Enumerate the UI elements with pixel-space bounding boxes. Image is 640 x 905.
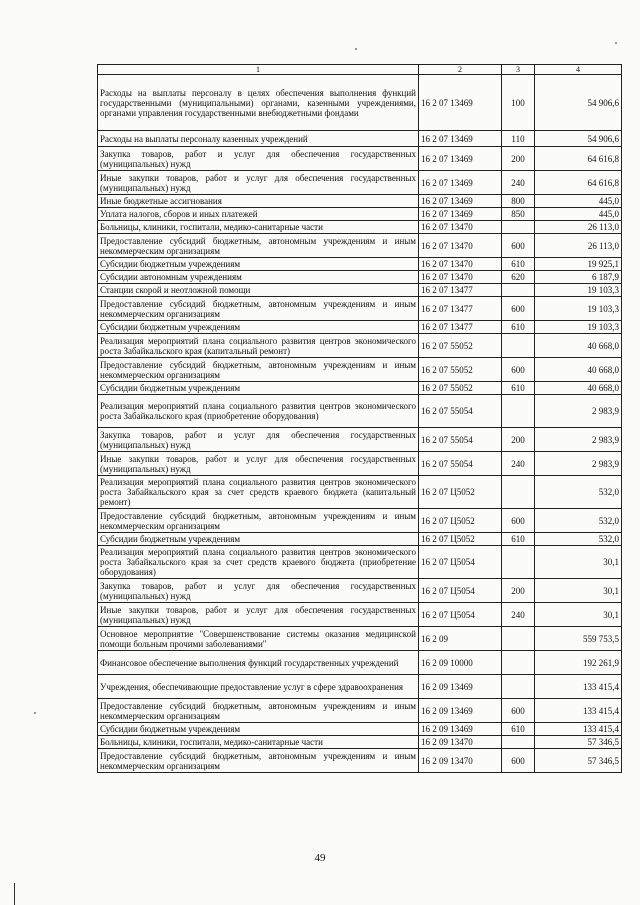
expense-name-cell: Предоставление субсидий бюджетным, автономным учреждениям и иным некоммерческим организациям (98, 234, 419, 258)
expense-type-code-cell (502, 651, 535, 675)
table-row (98, 736, 622, 749)
amount-cell: 192 261,9 (535, 651, 622, 675)
table-row (98, 75, 622, 131)
expense-name-cell: Финансовое обеспечение выполнения функций государственных учреждений (98, 651, 419, 675)
expense-name-cell: Учреждения, обеспечивающие предоставление услуг в сфере здравоохранения (98, 675, 419, 699)
target-article-code-cell: 16 2 07 13469 (419, 131, 502, 147)
target-article-code-cell: 16 2 07 13469 (419, 171, 502, 195)
expense-type-code-cell: 110 (502, 131, 535, 147)
target-article-code-cell: 16 2 09 13470 (419, 736, 502, 749)
amount-cell: 64 616,8 (535, 171, 622, 195)
expense-type-code-cell: 600 (502, 297, 535, 321)
table-row (98, 476, 622, 509)
table-row (98, 509, 622, 533)
expense-name-cell: Больницы, клиники, госпитали, медико-санитарные части (98, 736, 419, 749)
amount-cell: 133 415,4 (535, 699, 622, 723)
table-row (98, 297, 622, 321)
table-row (98, 131, 622, 147)
expense-name-cell: Субсидии бюджетным учреждениям (98, 382, 419, 395)
table-row (98, 579, 622, 603)
expense-name-cell: Предоставление субсидий бюджетным, автономным учреждениям и иным некоммерческим организациям (98, 509, 419, 533)
table-row (98, 195, 622, 208)
table-row (98, 358, 622, 382)
target-article-code-cell: 16 2 07 55052 (419, 334, 502, 358)
amount-cell: 26 113,0 (535, 221, 622, 234)
amount-cell: 40 668,0 (535, 334, 622, 358)
table-row (98, 533, 622, 546)
amount-cell: 30,1 (535, 603, 622, 627)
expense-type-code-cell: 200 (502, 579, 535, 603)
expense-name-cell: Предоставление субсидий бюджетным, автономным учреждениям и иным некоммерческим организациям (98, 749, 419, 773)
table-row (98, 749, 622, 773)
target-article-code-cell: 16 2 07 13470 (419, 271, 502, 284)
amount-cell: 40 668,0 (535, 358, 622, 382)
expense-name-cell: Субсидии бюджетным учреждениям (98, 321, 419, 334)
target-article-code-cell: 16 2 07 13469 (419, 75, 502, 131)
expense-type-code-cell: 610 (502, 533, 535, 546)
expense-name-cell: Реализация мероприятий плана социального развития центров экономического роста Забайкальского края (приобретение оборудования) (98, 395, 419, 428)
table-row (98, 723, 622, 736)
target-article-code-cell: 16 2 07 55054 (419, 452, 502, 476)
expense-name-cell: Закупка товаров, работ и услуг для обеспечения государственных (муниципальных) нужд (98, 147, 419, 171)
amount-cell: 19 103,3 (535, 297, 622, 321)
expense-name-cell: Реализация мероприятий плана социального развития центров экономического роста Забайкальского края за счет средств краевого бюджета (капитальный ремонт) (98, 476, 419, 509)
column-header-2: 2 (419, 65, 502, 75)
target-article-code-cell: 16 2 09 13469 (419, 699, 502, 723)
expense-type-code-cell: 600 (502, 358, 535, 382)
expense-type-code-cell: 600 (502, 509, 535, 533)
target-article-code-cell: 16 2 07 13469 (419, 208, 502, 221)
expense-type-code-cell (502, 334, 535, 358)
expense-type-code-cell: 610 (502, 382, 535, 395)
expense-type-code-cell (502, 736, 535, 749)
table-header-row (98, 65, 622, 75)
scan-speck (355, 48, 357, 50)
expense-type-code-cell: 600 (502, 699, 535, 723)
target-article-code-cell: 16 2 07 55052 (419, 358, 502, 382)
target-article-code-cell: 16 2 07 13470 (419, 234, 502, 258)
expense-type-code-cell: 240 (502, 452, 535, 476)
target-article-code-cell: 16 2 07 Ц5052 (419, 509, 502, 533)
amount-cell: 2 983,9 (535, 452, 622, 476)
table-row (98, 627, 622, 651)
scan-edge-mark (0, 883, 15, 905)
amount-cell: 532,0 (535, 509, 622, 533)
amount-cell: 54 906,6 (535, 75, 622, 131)
table-row (98, 546, 622, 579)
expense-name-cell: Станции скорой и неотложной помощи (98, 284, 419, 297)
scan-speck (34, 712, 36, 714)
table-row (98, 171, 622, 195)
expense-name-cell: Предоставление субсидий бюджетным, автономным учреждениям и иным некоммерческим организациям (98, 358, 419, 382)
table-row (98, 334, 622, 358)
expense-type-code-cell: 800 (502, 195, 535, 208)
amount-cell: 6 187,9 (535, 271, 622, 284)
expense-name-cell: Основное мероприятие "Совершенствование системы оказания медицинской помощи больным прочими заболеваниями" (98, 627, 419, 651)
table-row (98, 208, 622, 221)
amount-cell: 26 113,0 (535, 234, 622, 258)
expense-type-code-cell: 200 (502, 147, 535, 171)
expense-name-cell: Иные закупки товаров, работ и услуг для обеспечения государственных (муниципальных) нужд (98, 452, 419, 476)
expense-name-cell: Реализация мероприятий плана социального развития центров экономического роста Забайкальского края за счет средств краевого бюджета (приобретение оборудования) (98, 546, 419, 579)
expense-name-cell: Уплата налогов, сборов и иных платежей (98, 208, 419, 221)
target-article-code-cell: 16 2 07 13477 (419, 297, 502, 321)
table-row (98, 395, 622, 428)
expense-type-code-cell: 610 (502, 723, 535, 736)
column-header-4: 4 (535, 65, 622, 75)
table-body (98, 75, 622, 773)
table-row (98, 271, 622, 284)
target-article-code-cell: 16 2 07 55054 (419, 428, 502, 452)
amount-cell: 57 346,5 (535, 749, 622, 773)
table-row (98, 428, 622, 452)
target-article-code-cell: 16 2 09 (419, 627, 502, 651)
expense-type-code-cell: 200 (502, 428, 535, 452)
expense-name-cell: Субсидии бюджетным учреждениям (98, 723, 419, 736)
expense-name-cell: Субсидии бюджетным учреждениям (98, 258, 419, 271)
amount-cell: 19 103,3 (535, 284, 622, 297)
expense-name-cell: Субсидии бюджетным учреждениям (98, 533, 419, 546)
target-article-code-cell: 16 2 07 13470 (419, 258, 502, 271)
expense-type-code-cell: 240 (502, 603, 535, 627)
page-number: 49 (314, 852, 326, 864)
target-article-code-cell: 16 2 07 13477 (419, 321, 502, 334)
target-article-code-cell: 16 2 07 13477 (419, 284, 502, 297)
amount-cell: 445,0 (535, 195, 622, 208)
target-article-code-cell: 16 2 07 55052 (419, 382, 502, 395)
target-article-code-cell: 16 2 07 Ц5054 (419, 546, 502, 579)
table-row (98, 699, 622, 723)
target-article-code-cell: 16 2 07 Ц5052 (419, 533, 502, 546)
expense-type-code-cell (502, 546, 535, 579)
expense-type-code-cell (502, 476, 535, 509)
amount-cell: 57 346,5 (535, 736, 622, 749)
expense-name-cell: Больницы, клиники, госпитали, медико-санитарные части (98, 221, 419, 234)
expense-type-code-cell: 620 (502, 271, 535, 284)
table-row (98, 258, 622, 271)
expense-type-code-cell: 850 (502, 208, 535, 221)
amount-cell: 19 925,1 (535, 258, 622, 271)
target-article-code-cell: 16 2 07 Ц5054 (419, 579, 502, 603)
expense-name-cell: Закупка товаров, работ и услуг для обеспечения государственных (муниципальных) нужд (98, 579, 419, 603)
expense-name-cell: Предоставление субсидий бюджетным, автономным учреждениям и иным некоммерческим организациям (98, 297, 419, 321)
expense-name-cell: Субсидии автономным учреждениям (98, 271, 419, 284)
table-row (98, 234, 622, 258)
amount-cell: 559 753,5 (535, 627, 622, 651)
table-row (98, 675, 622, 699)
expense-type-code-cell (502, 395, 535, 428)
target-article-code-cell: 16 2 09 13470 (419, 749, 502, 773)
expense-type-code-cell: 600 (502, 749, 535, 773)
amount-cell: 30,1 (535, 546, 622, 579)
table-row (98, 382, 622, 395)
table-row (98, 284, 622, 297)
target-article-code-cell: 16 2 09 10000 (419, 651, 502, 675)
expense-type-code-cell (502, 221, 535, 234)
expense-type-code-cell (502, 627, 535, 651)
column-header-3: 3 (502, 65, 535, 75)
column-header-1: 1 (98, 65, 419, 75)
table-row (98, 147, 622, 171)
budget-table (97, 64, 622, 773)
amount-cell: 133 415,4 (535, 723, 622, 736)
expense-type-code-cell: 610 (502, 321, 535, 334)
target-article-code-cell: 16 2 07 Ц5054 (419, 603, 502, 627)
expense-type-code-cell: 610 (502, 258, 535, 271)
target-article-code-cell: 16 2 09 13469 (419, 723, 502, 736)
expense-name-cell: Иные бюджетные ассигнования (98, 195, 419, 208)
amount-cell: 30,1 (535, 579, 622, 603)
target-article-code-cell: 16 2 07 Ц5052 (419, 476, 502, 509)
target-article-code-cell: 16 2 07 13470 (419, 221, 502, 234)
expense-name-cell: Расходы на выплаты персоналу в целях обеспечения выполнения функций государственными (муниципальными) органами, казенными учреждениями, органами управления государственными внебюджетными фондами (98, 75, 419, 131)
amount-cell: 54 906,6 (535, 131, 622, 147)
scan-speck (615, 42, 617, 44)
expense-name-cell: Иные закупки товаров, работ и услуг для обеспечения государственных (муниципальных) нужд (98, 171, 419, 195)
amount-cell: 532,0 (535, 476, 622, 509)
target-article-code-cell: 16 2 09 13469 (419, 675, 502, 699)
expense-name-cell: Расходы на выплаты персоналу казенных учреждений (98, 131, 419, 147)
expense-name-cell: Реализация мероприятий плана социального развития центров экономического роста Забайкальского края (капитальный ремонт) (98, 334, 419, 358)
table-row (98, 221, 622, 234)
target-article-code-cell: 16 2 07 55054 (419, 395, 502, 428)
table-row (98, 321, 622, 334)
amount-cell: 19 103,3 (535, 321, 622, 334)
expense-name-cell: Закупка товаров, работ и услуг для обеспечения государственных (муниципальных) нужд (98, 428, 419, 452)
expense-type-code-cell: 100 (502, 75, 535, 131)
amount-cell: 133 415,4 (535, 675, 622, 699)
amount-cell: 2 983,9 (535, 395, 622, 428)
target-article-code-cell: 16 2 07 13469 (419, 195, 502, 208)
expense-type-code-cell (502, 284, 535, 297)
table-row (98, 452, 622, 476)
expense-name-cell: Предоставление субсидий бюджетным, автономным учреждениям и иным некоммерческим организациям (98, 699, 419, 723)
table-row (98, 603, 622, 627)
table-row (98, 651, 622, 675)
expense-name-cell: Иные закупки товаров, работ и услуг для обеспечения государственных (муниципальных) нужд (98, 603, 419, 627)
target-article-code-cell: 16 2 07 13469 (419, 147, 502, 171)
expense-type-code-cell (502, 675, 535, 699)
amount-cell: 2 983,9 (535, 428, 622, 452)
amount-cell: 40 668,0 (535, 382, 622, 395)
expense-type-code-cell: 600 (502, 234, 535, 258)
expense-type-code-cell: 240 (502, 171, 535, 195)
amount-cell: 64 616,8 (535, 147, 622, 171)
amount-cell: 532,0 (535, 533, 622, 546)
amount-cell: 445,0 (535, 208, 622, 221)
